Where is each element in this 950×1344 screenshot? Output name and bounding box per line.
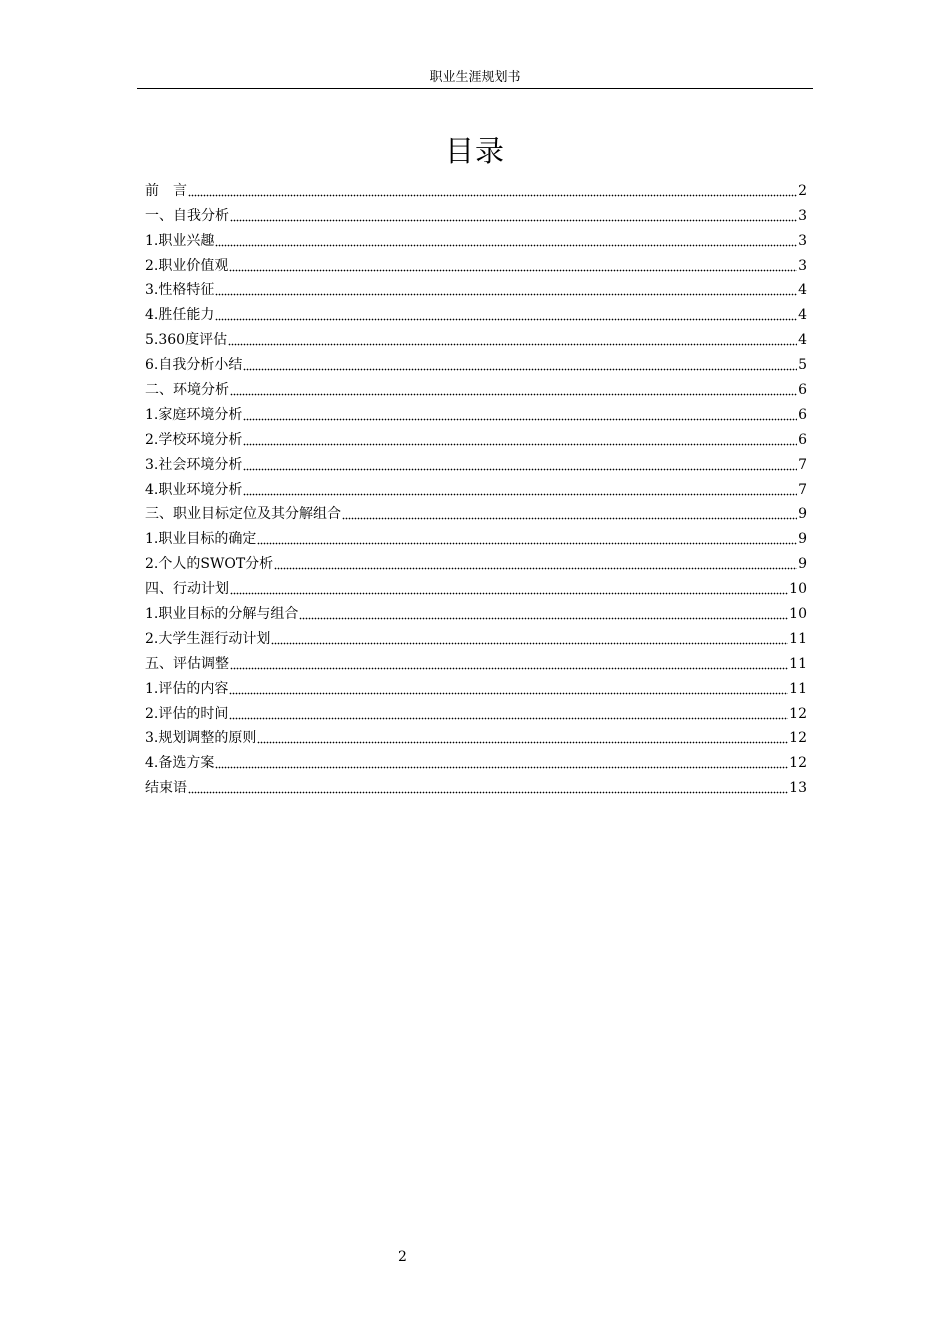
toc-entry-adjustment-principles[interactable] [145, 724, 807, 749]
toc-entry-page: 3 [798, 232, 807, 249]
toc-entry-page: 12 [789, 730, 807, 747]
toc-entry-label: 1.评估的内容 [145, 680, 229, 697]
toc-entry-page: 7 [798, 456, 807, 473]
dot-leader [243, 413, 797, 421]
toc-entry-career-interest[interactable] [145, 226, 807, 251]
dot-leader [243, 488, 797, 496]
toc-entry-label: 一、自我分析 [145, 207, 229, 224]
toc-entry-goal-decomposition[interactable] [145, 599, 807, 624]
toc-entry-label: 4.胜任能力 [145, 307, 215, 324]
toc-entry-college-action-plan[interactable] [145, 624, 807, 649]
dot-leader [243, 438, 797, 446]
toc-entry-self-summary[interactable] [145, 350, 807, 375]
toc-entry-label: 1.家庭环境分析 [145, 406, 243, 423]
table-of-contents [145, 176, 807, 798]
toc-entry-page: 12 [789, 705, 807, 722]
dot-leader [230, 214, 797, 222]
dot-leader [215, 288, 797, 296]
toc-entry-label: 2.职业价值观 [145, 257, 229, 274]
dot-leader [215, 761, 788, 769]
toc-entry-school-environment[interactable] [145, 425, 807, 450]
toc-entry-page: 3 [798, 207, 807, 224]
toc-entry-preface[interactable] [145, 176, 807, 201]
toc-entry-page: 4 [798, 282, 807, 299]
toc-entry-label: 2.评估的时间 [145, 705, 229, 722]
toc-entry-page: 11 [789, 630, 807, 647]
toc-entry-label: 四、行动计划 [145, 581, 229, 598]
toc-entry-label: 三、职业目标定位及其分解组合 [145, 506, 341, 523]
dot-leader [188, 189, 797, 197]
toc-entry-family-environment[interactable] [145, 400, 807, 425]
toc-entry-label: 3.性格特征 [145, 282, 215, 299]
page-header [137, 70, 813, 89]
dot-leader [230, 662, 788, 670]
dot-leader [274, 562, 797, 570]
toc-entry-page: 11 [789, 680, 807, 697]
toc-entry-evaluation-time[interactable] [145, 699, 807, 724]
toc-entry-label: 3.社会环境分析 [145, 456, 243, 473]
toc-entry-label: 5.360度评估 [145, 332, 228, 349]
toc-entry-label: 6.自我分析小结 [145, 357, 243, 374]
toc-entry-alternative-plan[interactable] [145, 748, 807, 773]
page-number: 2 [398, 1249, 407, 1265]
dot-leader [229, 712, 788, 720]
toc-entry-career-environment[interactable] [145, 475, 807, 500]
toc-entry-page: 3 [798, 257, 807, 274]
toc-entry-label: 4.备选方案 [145, 755, 215, 772]
toc-entry-label: 结束语 [145, 780, 187, 797]
dot-leader [229, 687, 788, 695]
toc-entry-label: 2.个人的SWOT分析 [145, 556, 274, 573]
dot-leader [299, 612, 788, 620]
dot-leader [243, 363, 797, 371]
dot-leader [257, 736, 788, 744]
toc-entry-label: 五、评估调整 [145, 655, 229, 672]
toc-entry-label: 3.规划调整的原则 [145, 730, 257, 747]
toc-entry-page: 13 [789, 780, 807, 797]
toc-entry-360-evaluation[interactable] [145, 325, 807, 350]
dot-leader [229, 264, 797, 272]
toc-entry-competency[interactable] [145, 300, 807, 325]
dot-leader [342, 512, 797, 520]
dot-leader [228, 338, 797, 346]
toc-entry-page: 9 [798, 506, 807, 523]
dot-leader [215, 313, 797, 321]
header-title: 职业生涯规划书 [429, 70, 521, 85]
toc-entry-page: 10 [789, 606, 807, 623]
toc-entry-social-environment[interactable] [145, 450, 807, 475]
toc-entry-conclusion[interactable] [145, 773, 807, 798]
toc-entry-evaluation-content[interactable] [145, 674, 807, 699]
toc-entry-action-plan[interactable] [145, 574, 807, 599]
toc-entry-self-analysis[interactable] [145, 201, 807, 226]
toc-entry-page: 9 [798, 531, 807, 548]
toc-entry-personality[interactable] [145, 276, 807, 301]
toc-entry-label: 1.职业兴趣 [145, 232, 215, 249]
dot-leader [188, 786, 788, 794]
dot-leader [230, 587, 788, 595]
dot-leader [271, 637, 788, 645]
toc-entry-label: 前 言 [145, 182, 187, 199]
toc-entry-page: 11 [789, 655, 807, 672]
toc-entry-page: 10 [789, 581, 807, 598]
toc-entry-page: 7 [798, 481, 807, 498]
toc-entry-page: 9 [798, 556, 807, 573]
toc-entry-swot-analysis[interactable] [145, 549, 807, 574]
toc-entry-page: 2 [798, 182, 807, 199]
toc-title: 目录 [444, 134, 505, 168]
toc-entry-page: 12 [789, 755, 807, 772]
toc-entry-label: 2.学校环境分析 [145, 431, 243, 448]
toc-entry-label: 1.职业目标的分解与组合 [145, 606, 299, 623]
dot-leader [215, 239, 797, 247]
toc-entry-evaluation-adjustment[interactable] [145, 649, 807, 674]
toc-entry-goal-determination[interactable] [145, 524, 807, 549]
toc-entry-label: 二、环境分析 [145, 382, 229, 399]
toc-entry-career-goal-positioning[interactable] [145, 500, 807, 525]
toc-entry-page: 4 [798, 332, 807, 349]
toc-entry-environment-analysis[interactable] [145, 375, 807, 400]
toc-entry-label: 1.职业目标的确定 [145, 531, 257, 548]
dot-leader [257, 537, 797, 545]
toc-entry-page: 6 [798, 406, 807, 423]
toc-entry-page: 6 [798, 382, 807, 399]
toc-entry-label: 4.职业环境分析 [145, 481, 243, 498]
toc-entry-page: 5 [798, 357, 807, 374]
toc-entry-label: 2.大学生涯行动计划 [145, 630, 271, 647]
toc-entry-career-values[interactable] [145, 251, 807, 276]
dot-leader [243, 463, 797, 471]
dot-leader [230, 388, 797, 396]
toc-entry-page: 4 [798, 307, 807, 324]
toc-entry-page: 6 [798, 431, 807, 448]
